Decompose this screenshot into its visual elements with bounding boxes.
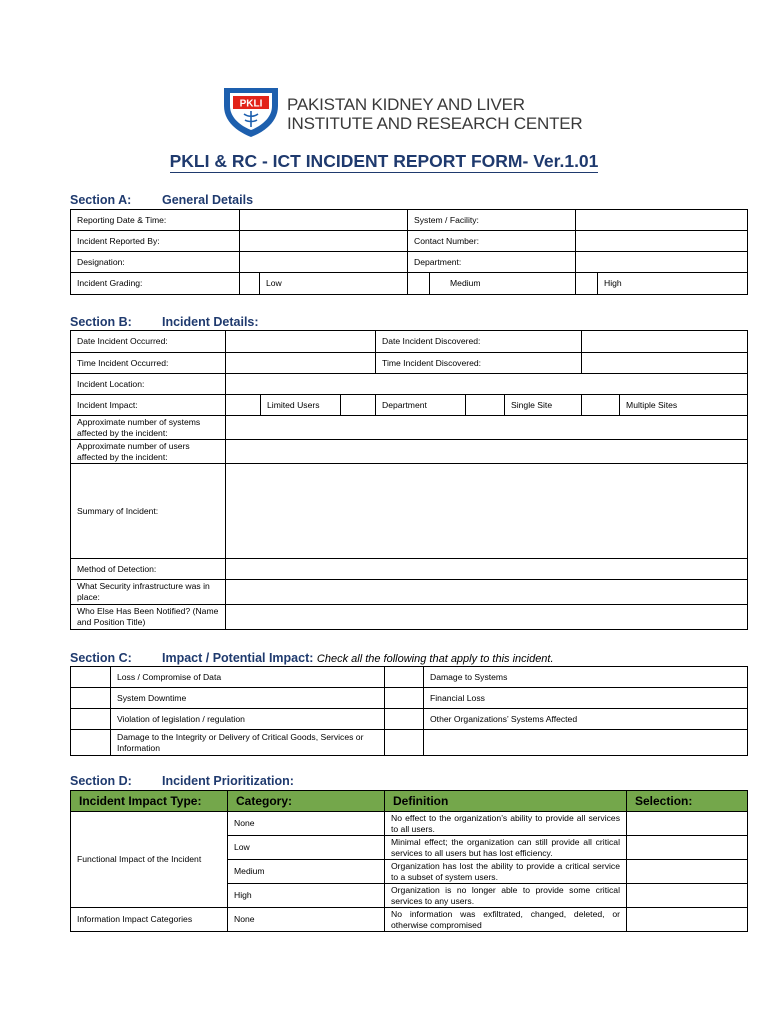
grading-medium-checkbox[interactable] xyxy=(408,273,430,295)
designation-field[interactable] xyxy=(240,252,408,273)
section-a-heading xyxy=(70,193,254,207)
impact-item-right: Financial Loss xyxy=(424,688,748,709)
impact-limited-users-label: Limited Users xyxy=(261,395,341,416)
impact-table xyxy=(70,666,748,756)
definition-cell: Organization has lost the ability to provide a critical service to a subset of system users. xyxy=(385,860,627,884)
information-impact-label: Information Impact Categories xyxy=(71,908,228,932)
section-c-title: Impact / Potential Impact: xyxy=(162,651,314,665)
table-row xyxy=(71,395,748,416)
impact-checkbox[interactable] xyxy=(71,667,111,688)
category-cell: None xyxy=(228,812,385,836)
selection-cell[interactable] xyxy=(627,884,748,908)
impact-checkbox[interactable] xyxy=(385,688,424,709)
system-facility-label: System / Facility: xyxy=(408,210,576,231)
table-row xyxy=(71,210,748,231)
table-row xyxy=(71,231,748,252)
table-row xyxy=(71,559,748,580)
impact-item-left: Damage to the Integrity or Delivery of Critical Goods, Services or Information xyxy=(111,730,385,756)
grading-low-label: Low xyxy=(260,273,408,295)
column-header: Definition xyxy=(385,791,627,812)
section-a-label: Section A: xyxy=(70,193,132,207)
form-title xyxy=(0,151,768,172)
table-row xyxy=(71,688,748,709)
method-detection-label: Method of Detection: xyxy=(71,559,226,580)
prioritization-table xyxy=(70,790,748,932)
section-b-heading xyxy=(70,315,259,329)
selection-cell[interactable] xyxy=(627,860,748,884)
definition-cell: No information was exfiltrated, changed, deleted, or otherwise compromised xyxy=(385,908,627,932)
selection-cell[interactable] xyxy=(627,812,748,836)
impact-item-right: Other Organizations’ Systems Affected xyxy=(424,709,748,730)
reporting-date-label: Reporting Date & Time: xyxy=(71,210,240,231)
time-discovered-field[interactable] xyxy=(582,353,748,374)
table-header-row xyxy=(71,791,748,812)
reporting-date-field[interactable] xyxy=(240,210,408,231)
num-users-label: Approximate number of users affected by the incident: xyxy=(71,440,226,464)
impact-item-right xyxy=(424,730,748,756)
incident-location-label: Incident Location: xyxy=(71,374,226,395)
security-infra-label: What Security infrastructure was in place: xyxy=(71,580,226,605)
table-row xyxy=(71,667,748,688)
table-row xyxy=(71,273,748,295)
impact-checkbox[interactable] xyxy=(385,709,424,730)
section-d-heading xyxy=(70,774,294,788)
pkli-logo xyxy=(220,84,282,138)
category-cell: Low xyxy=(228,836,385,860)
table-row xyxy=(71,252,748,273)
selection-cell[interactable] xyxy=(627,908,748,932)
impact-item-left: System Downtime xyxy=(111,688,385,709)
table-row xyxy=(71,709,748,730)
impact-multiple-sites-checkbox[interactable] xyxy=(582,395,620,416)
column-header: Category: xyxy=(228,791,385,812)
category-cell: High xyxy=(228,884,385,908)
logo-text: PKLI xyxy=(239,98,263,110)
notified-label: Who Else Has Been Notified? (Name and Position Title) xyxy=(71,605,226,630)
num-systems-field[interactable] xyxy=(226,416,748,440)
department-label: Department: xyxy=(408,252,576,273)
section-b-label: Section B: xyxy=(70,315,132,329)
impact-multiple-sites-label: Multiple Sites xyxy=(620,395,748,416)
impact-checkbox[interactable] xyxy=(71,709,111,730)
table-row xyxy=(71,908,748,932)
impact-item-left: Violation of legislation / regulation xyxy=(111,709,385,730)
section-c-title-wrap xyxy=(162,651,554,665)
incident-reported-by-label: Incident Reported By: xyxy=(71,231,240,252)
impact-department-checkbox[interactable] xyxy=(341,395,376,416)
table-row xyxy=(71,331,748,353)
selection-cell[interactable] xyxy=(627,836,748,860)
notified-field[interactable] xyxy=(226,605,748,630)
grading-medium-label: Medium xyxy=(430,273,576,295)
incident-reported-by-field[interactable] xyxy=(240,231,408,252)
table-row xyxy=(71,730,748,756)
grading-high-checkbox[interactable] xyxy=(576,273,598,295)
section-d-title: Incident Prioritization: xyxy=(162,774,294,788)
grading-high-label: High xyxy=(598,273,748,295)
grading-low-checkbox[interactable] xyxy=(240,273,260,295)
section-c-note: Check all the following that apply to this incident. xyxy=(316,653,554,665)
impact-limited-users-checkbox[interactable] xyxy=(226,395,261,416)
impact-single-site-label: Single Site xyxy=(505,395,582,416)
general-details-table xyxy=(70,209,748,295)
incident-impact-label: Incident Impact: xyxy=(71,395,226,416)
method-detection-field[interactable] xyxy=(226,559,748,580)
column-header: Incident Impact Type: xyxy=(71,791,228,812)
table-row xyxy=(71,812,748,836)
impact-item-left: Loss / Compromise of Data xyxy=(111,667,385,688)
section-a-title: General Details xyxy=(162,193,254,207)
institute-line-1: PAKISTAN KIDNEY AND LIVER xyxy=(287,95,525,114)
section-d-label: Section D: xyxy=(70,774,132,788)
department-field[interactable] xyxy=(576,252,748,273)
security-infra-field[interactable] xyxy=(226,580,748,605)
functional-impact-label: Functional Impact of the Incident xyxy=(71,812,228,908)
time-occurred-field[interactable] xyxy=(226,353,376,374)
impact-checkbox[interactable] xyxy=(71,730,111,756)
incident-grading-label: Incident Grading: xyxy=(71,273,240,295)
date-occurred-field[interactable] xyxy=(226,331,376,353)
definition-cell: Organization is no longer able to provide some critical services to any users. xyxy=(385,884,627,908)
impact-department-label: Department xyxy=(376,395,466,416)
date-occurred-label: Date Incident Occurred: xyxy=(71,331,226,353)
contact-number-label: Contact Number: xyxy=(408,231,576,252)
category-cell: Medium xyxy=(228,860,385,884)
incident-details-table xyxy=(70,330,748,630)
table-row xyxy=(71,605,748,630)
impact-single-site-checkbox[interactable] xyxy=(466,395,505,416)
table-row xyxy=(71,580,748,605)
num-users-field[interactable] xyxy=(226,440,748,464)
section-c-label: Section C: xyxy=(70,651,132,665)
impact-checkbox[interactable] xyxy=(385,730,424,756)
definition-cell: No effect to the organization’s ability to provide all services to all users. xyxy=(385,812,627,836)
system-facility-field[interactable] xyxy=(576,210,748,231)
summary-label: Summary of Incident: xyxy=(71,464,226,559)
institute-name xyxy=(287,95,583,133)
definition-cell: Minimal effect; the organization can still provide all critical services to all users but has lost efficiency. xyxy=(385,836,627,860)
table-row xyxy=(71,374,748,395)
num-systems-label: Approximate number of systems affected by the incident: xyxy=(71,416,226,440)
table-row xyxy=(71,440,748,464)
impact-item-right: Damage to Systems xyxy=(424,667,748,688)
section-b-title: Incident Details: xyxy=(162,315,259,329)
section-c-heading xyxy=(70,651,554,665)
date-discovered-label: Date Incident Discovered: xyxy=(376,331,582,353)
form-header xyxy=(0,84,768,146)
time-discovered-label: Time Incident Discovered: xyxy=(376,353,582,374)
table-row xyxy=(71,353,748,374)
category-cell: None xyxy=(228,908,385,932)
time-occurred-label: Time Incident Occurred: xyxy=(71,353,226,374)
incident-location-field[interactable] xyxy=(226,374,748,395)
designation-label: Designation: xyxy=(71,252,240,273)
column-header: Selection: xyxy=(627,791,748,812)
contact-number-field[interactable] xyxy=(576,231,748,252)
form-title-text: PKLI & RC - ICT INCIDENT REPORT FORM- Ver.1.01 xyxy=(169,151,599,171)
date-discovered-field[interactable] xyxy=(582,331,748,353)
institute-line-2: INSTITUTE AND RESEARCH CENTER xyxy=(287,114,583,133)
table-row xyxy=(71,416,748,440)
impact-checkbox[interactable] xyxy=(385,667,424,688)
impact-checkbox[interactable] xyxy=(71,688,111,709)
table-row xyxy=(71,464,748,559)
summary-field[interactable] xyxy=(226,464,748,559)
